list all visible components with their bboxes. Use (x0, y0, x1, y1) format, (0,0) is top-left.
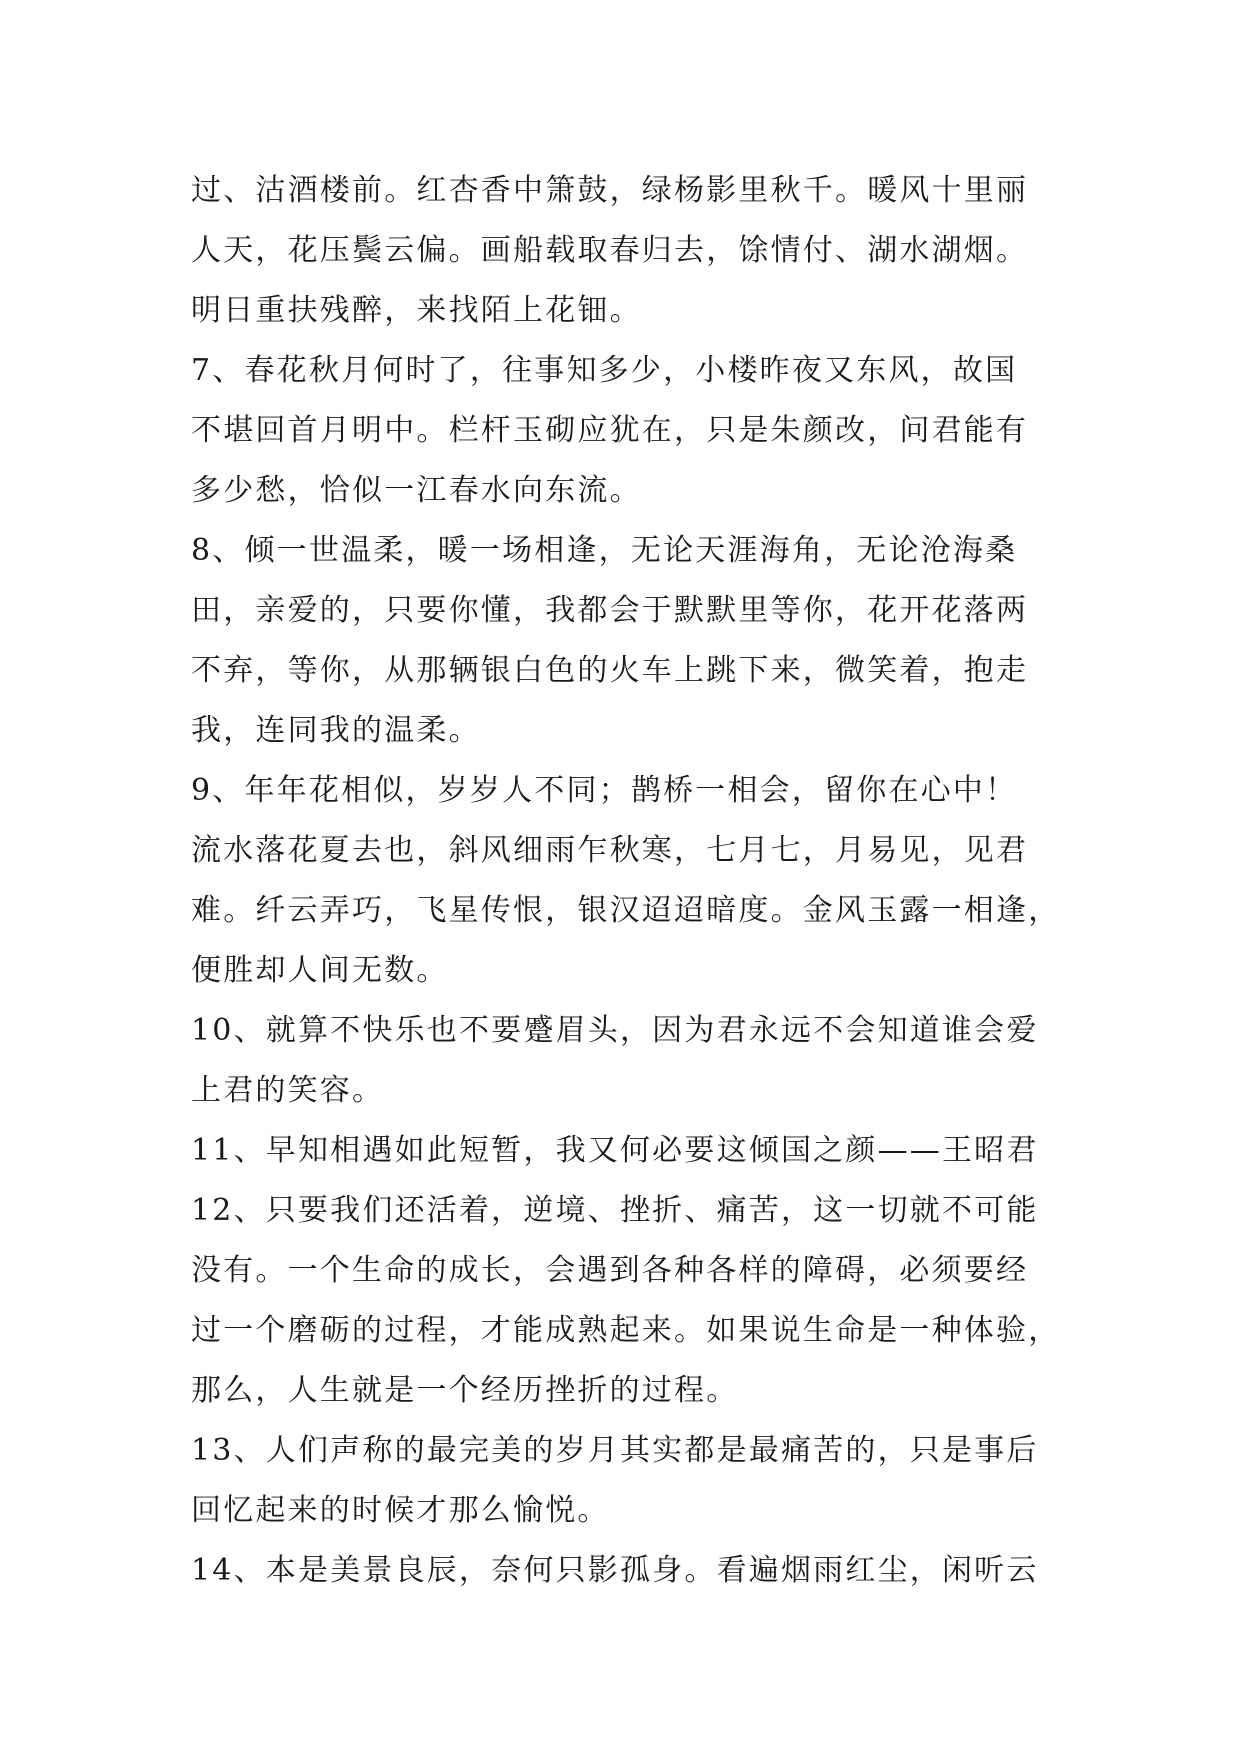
text-line-14: 便胜却人间无数。 (191, 953, 449, 988)
text-line-8: 田，亲爱的，只要你懂，我都会于默默里等你，花开花落两 (191, 593, 1029, 628)
text-line-16: 上君的笑容。 (191, 1073, 385, 1108)
text-line-15: 10、就算不快乐也不要蹙眉头，因为君永远不会知道谁会爱 (191, 1013, 1039, 1048)
text-line-4: 7、春花秋月何时了，往事知多少，小楼昨夜又东风，故国 (191, 353, 1018, 388)
text-line-7: 8、倾一世温柔，暖一场相逢，无论天涯海角，无论沧海桑 (191, 533, 1018, 568)
text-line-3: 明日重扶残醉，来找陌上花钿。 (191, 293, 642, 328)
text-line-1: 过、沽酒楼前。红杏香中箫鼓，绿杨影里秋千。暖风十里丽 (191, 173, 1029, 208)
text-line-11: 9、年年花相似，岁岁人不同；鹊桥一相会，留你在心中！ (191, 773, 1018, 808)
text-line-13: 难。纤云弄巧，飞星传恨，银汉迢迢暗度。金风玉露一相逢， (191, 893, 1061, 928)
text-line-18: 12、只要我们还活着，逆境、挫折、痛苦，这一切就不可能 (191, 1193, 1039, 1228)
text-line-6: 多少愁，恰似一江春水向东流。 (191, 473, 642, 508)
text-line-22: 13、人们声称的最完美的岁月其实都是最痛苦的，只是事后 (191, 1433, 1039, 1468)
text-line-12: 流水落花夏去也，斜风细雨乍秋寒，七月七，月易见，见君 (191, 833, 1029, 868)
text-line-17: 11、早知相遇如此短暂，我又何必要这倾国之颜——王昭君 (191, 1133, 1039, 1168)
text-line-24: 14、本是美景良辰，奈何只影孤身。看遍烟雨红尘，闲听云 (191, 1553, 1039, 1588)
text-line-20: 过一个磨砺的过程，才能成熟起来。如果说生命是一种体验， (191, 1313, 1061, 1348)
text-line-9: 不弃，等你，从那辆银白色的火车上跳下来，微笑着，抱走 (191, 653, 1029, 688)
text-line-10: 我，连同我的温柔。 (191, 713, 481, 748)
text-line-19: 没有。一个生命的成长，会遇到各种各样的障碍，必须要经 (191, 1253, 1029, 1288)
text-line-21: 那么，人生就是一个经历挫折的过程。 (191, 1373, 739, 1408)
text-line-23: 回忆起来的时候才那么愉悦。 (191, 1493, 610, 1528)
document-body (191, 161, 1071, 1601)
text-line-2: 人天，花压鬓云偏。画船载取春归去，馀情付、湖水湖烟。 (191, 233, 1029, 268)
text-line-5: 不堪回首月明中。栏杆玉砌应犹在，只是朱颜改，问君能有 (191, 413, 1029, 448)
